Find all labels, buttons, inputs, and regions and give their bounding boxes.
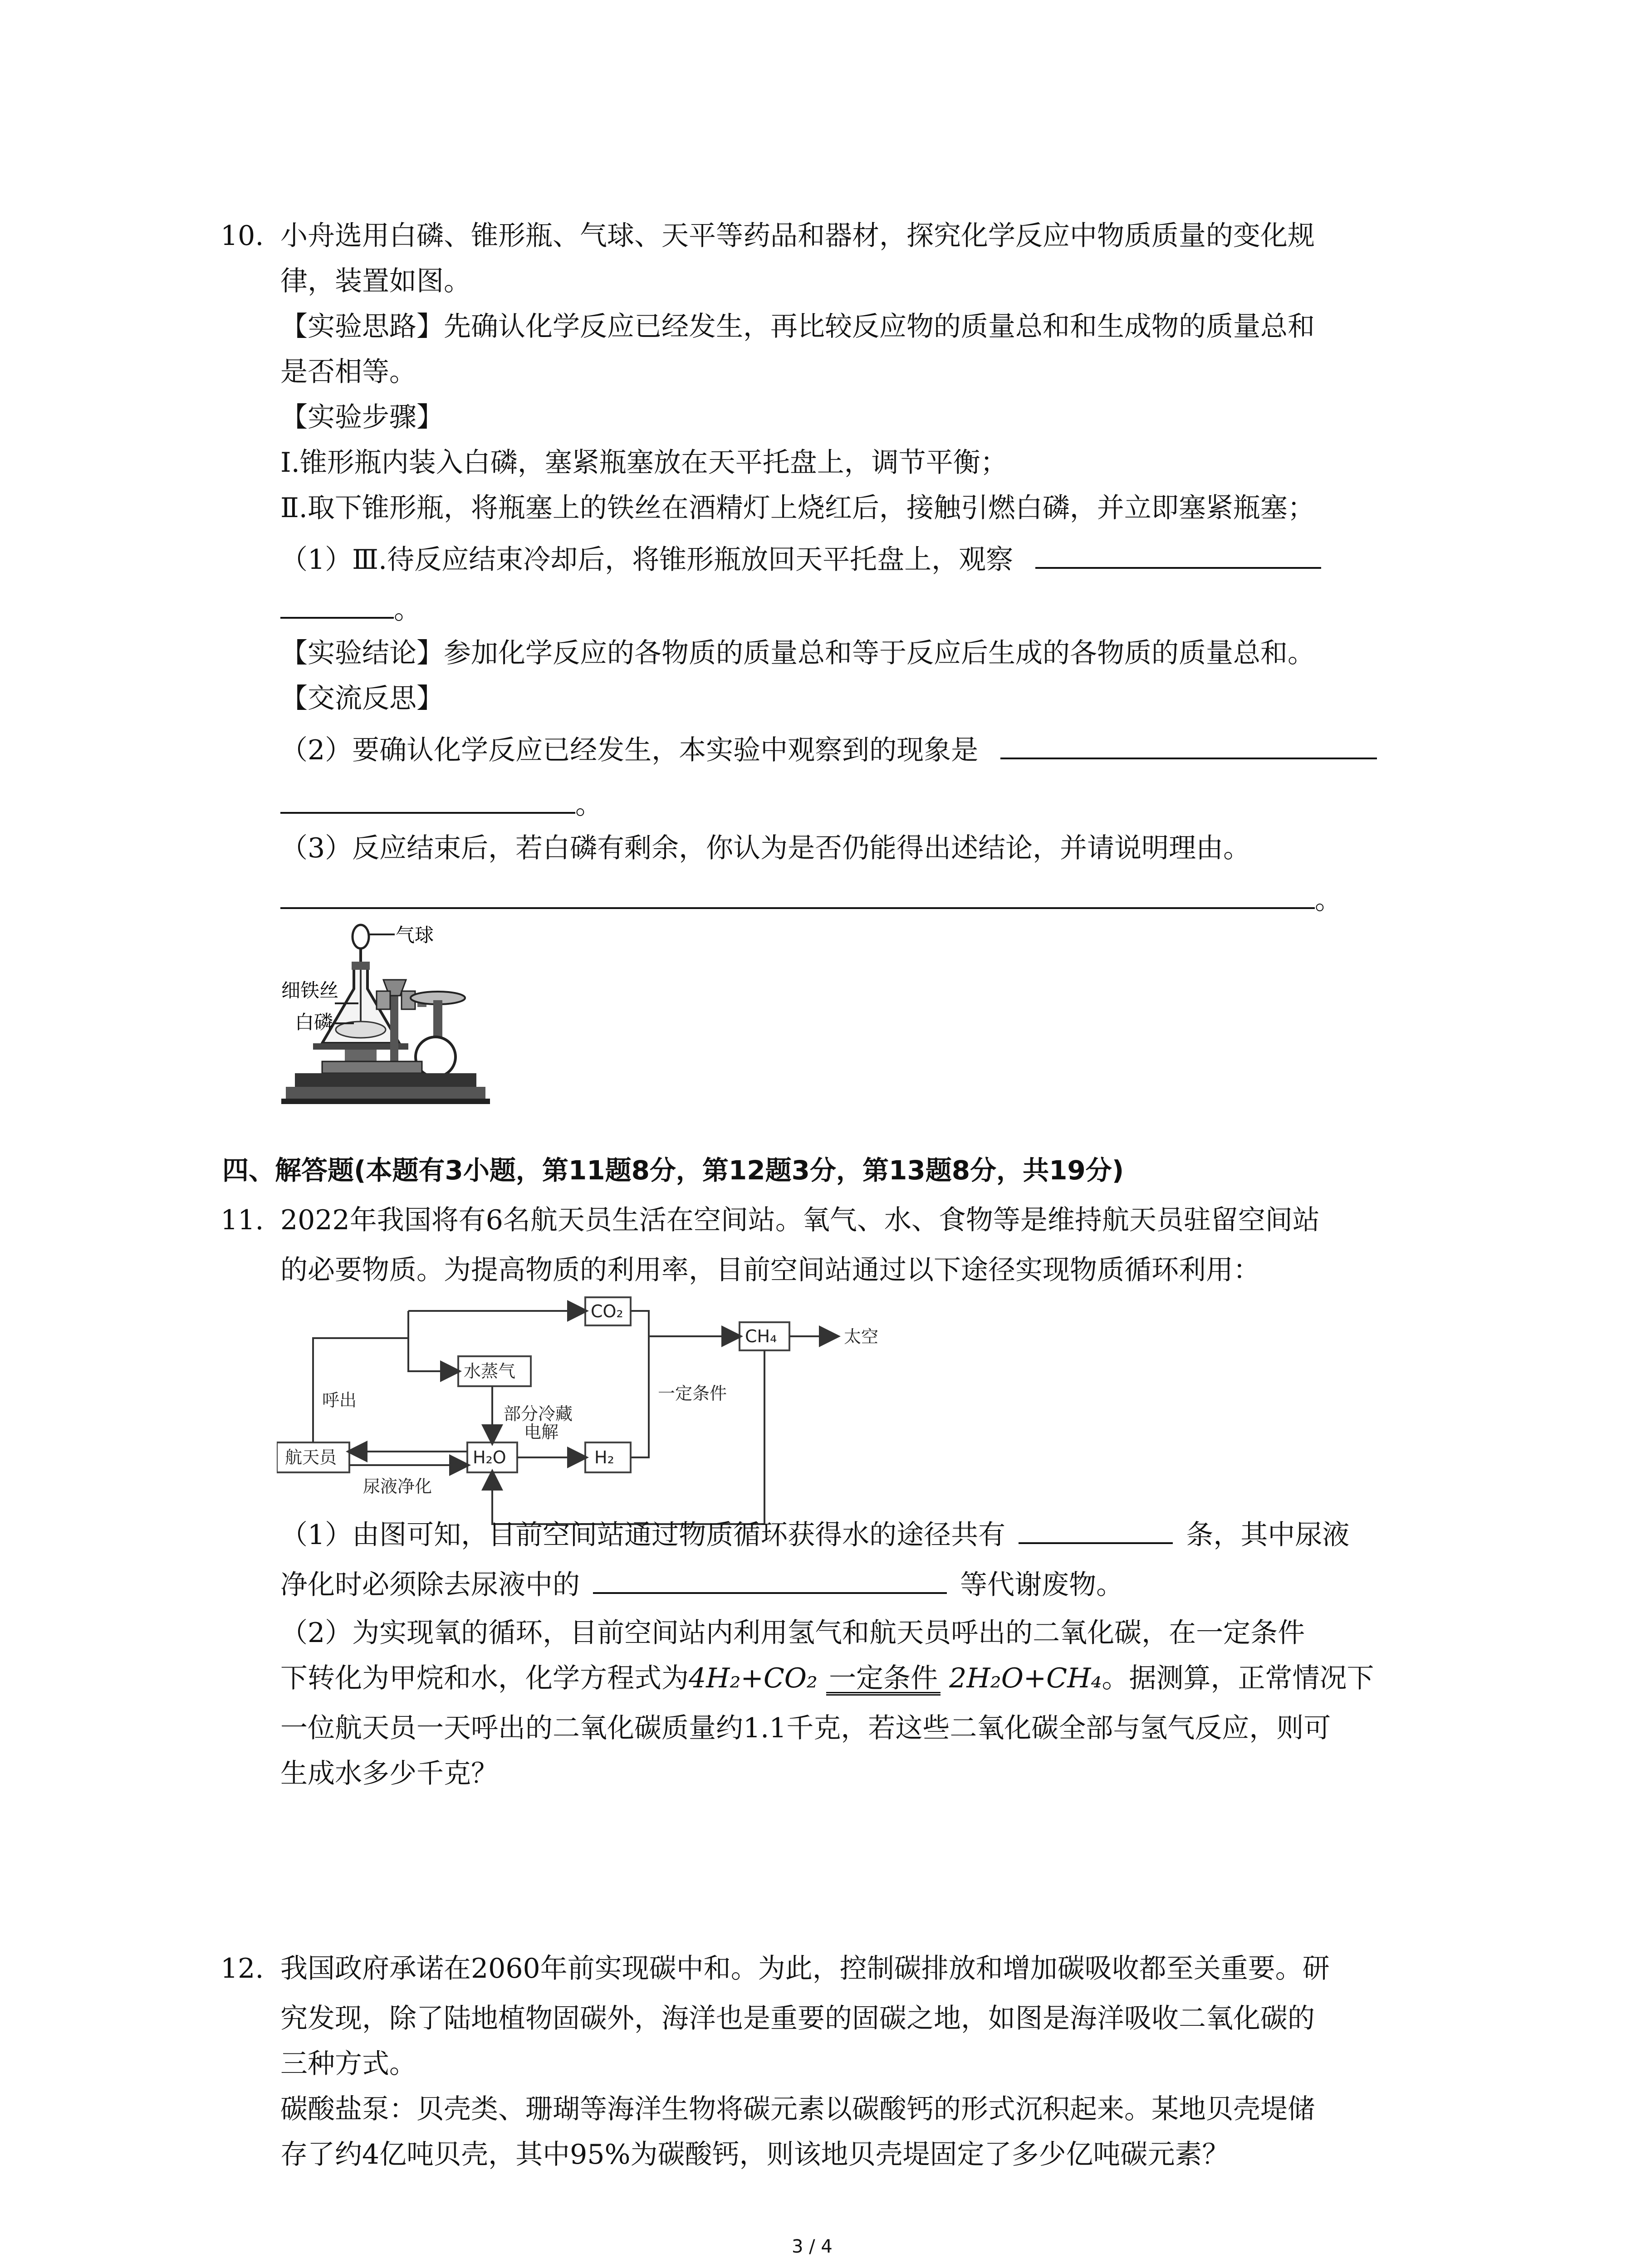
q10-sub2-cont — [280, 785, 603, 823]
equation-left: 4H₂+CO₂ — [689, 1662, 818, 1694]
q11-sub1-text-b: 条，其中尿液 — [1186, 1519, 1350, 1551]
label-phosphorus: 白磷 — [295, 1011, 333, 1033]
q10-sub3: （3）反应结束后，若白磷有剩余，你认为是否仍能得出述结论，并请说明理由。 — [280, 832, 1251, 864]
text-urine: 尿液净化 — [363, 1476, 432, 1496]
q11-sub2-line1: （2）为实现氧的循环，目前空间站内利用氢气和航天员呼出的二氧化碳，在一定条件 — [280, 1617, 1305, 1649]
q10-reflect-title: 【交流反思】 — [280, 683, 444, 714]
q11-sub1 — [280, 1515, 1349, 1553]
q10-sub3-period: 。 — [1315, 884, 1342, 916]
equation-right: 2H₂O+CH₄ — [949, 1662, 1102, 1694]
q11-number: 11. — [220, 1204, 264, 1236]
q11-sub1-answer-blank-waste[interactable] — [593, 1565, 947, 1594]
q11-cycle-diagram — [277, 1288, 975, 1542]
text-electrolysis: 电解 — [524, 1422, 559, 1442]
text-h2o: H₂O — [473, 1447, 506, 1467]
q12-pump-line1: 碳酸盐泵：贝壳类、珊瑚等海洋生物将碳元素以碳酸钙的形式沉积起来。某地贝壳堤储 — [280, 2093, 1315, 2125]
q11-sub1-answer-blank-count[interactable] — [1019, 1515, 1173, 1544]
q10-sub1-answer-blank-a[interactable] — [1035, 540, 1321, 569]
q10-sub2-text: （2）要确认化学反应已经发生，本实验中观察到的现象是 — [280, 734, 979, 766]
q10-sub3-answer-blank[interactable] — [280, 880, 1315, 909]
balloon-icon — [353, 925, 369, 948]
q11-sub2-line4: 生成水多少千克？ — [280, 1758, 498, 1789]
q10-sub1-text: （1）Ⅲ.待反应结束冷却后，将锥形瓶放回天平托盘上，观察 — [280, 544, 1014, 576]
q11-sub1-text-d: 等代谢废物。 — [960, 1569, 1124, 1601]
text-space: 太空 — [844, 1327, 879, 1347]
q10-apparatus-figure — [281, 916, 626, 1107]
q12-intro-line2: 究发现，除了陆地植物固碳外，海洋也是重要的固碳之地，如图是海洋吸收二氧化碳的 — [280, 2003, 1315, 2034]
q10-number: 10. — [220, 220, 264, 252]
q10-step1: Ⅰ.锥形瓶内装入白磷，塞紧瓶塞放在天平托盘上，调节平衡； — [280, 447, 1008, 479]
q11-sub1-cont — [280, 1565, 1123, 1603]
q11-sub2-line3: 一位航天员一天呼出的二氧化碳质量约1.1千克，若这些二氧化碳全部与氢气反应，则可 — [280, 1712, 1331, 1744]
q11-intro-line2: 的必要物质。为提高物质的利用率，目前空间站通过以下途径实现物质循环利用： — [280, 1254, 1260, 1286]
q10-sub1 — [280, 540, 1321, 578]
q10-sub3-cont — [280, 880, 1342, 918]
q12-pump-line2: 存了约4亿吨贝壳，其中95%为碳酸钙，则该地贝壳堤固定了多少亿吨碳元素？ — [280, 2139, 1230, 2170]
q11-intro-line1: 2022年我国将有6名航天员生活在空间站。氧气、水、食物等是维持航天员驻留空间站 — [280, 1204, 1320, 1236]
q10-sub2-period: 。 — [575, 789, 603, 821]
q11-sub1-text-c: 净化时必须除去尿液中的 — [280, 1569, 580, 1601]
section-4-title: 四、解答题(本题有3小题，第11题8分，第12题3分，第13题8分，共19分) — [222, 1155, 1124, 1186]
q10-sub2-answer-blank-a[interactable] — [1000, 730, 1377, 759]
q11-sub2-text-c: 。据测算，正常情况下 — [1102, 1662, 1374, 1694]
text-exhale: 呼出 — [322, 1390, 357, 1410]
page-number: 3 / 4 — [792, 2236, 833, 2257]
q10-sub2 — [280, 730, 1377, 768]
text-ch4: CH₄ — [745, 1326, 777, 1346]
q10-intro-line1: 小舟选用白磷、锥形瓶、气球、天平等药品和器材，探究化学反应中物质质量的变化规 — [280, 220, 1315, 252]
q10-sub2-answer-blank-b[interactable] — [280, 785, 575, 814]
text-astronaut: 航天员 — [285, 1447, 337, 1467]
q11-sub1-text-a: （1）由图可知，目前空间站通过物质循环获得水的途径共有 — [280, 1519, 1006, 1551]
text-partial-cool: 部分冷藏 — [504, 1404, 573, 1424]
q12-intro-line3: 三种方式。 — [280, 2048, 416, 2080]
q10-idea-line1: 【实验思路】先确认化学反应已经发生，再比较反应物的质量总和和生成物的质量总和 — [280, 311, 1315, 342]
text-vapor: 水蒸气 — [464, 1361, 516, 1381]
q10-step2: Ⅱ.取下锥形瓶，将瓶塞上的铁丝在酒精灯上烧红后，接触引燃白磷，并立即塞紧瓶塞； — [280, 492, 1315, 524]
q10-steps-title: 【实验步骤】 — [280, 401, 444, 433]
q11-sub2-line2 — [280, 1660, 1374, 1696]
equation-condition: 一定条件 — [826, 1665, 941, 1696]
q12-number: 12. — [220, 1953, 264, 1984]
q10-idea-line2: 是否相等。 — [280, 356, 416, 388]
q12-intro-line1: 我国政府承诺在2060年前实现碳中和。为此，控制碳排放和增加碳吸收都至关重要。研 — [280, 1953, 1330, 1984]
q11-sub2-text-b: 下转化为甲烷和水，化学方程式为 — [280, 1662, 689, 1694]
text-co2: CO₂ — [591, 1301, 623, 1321]
q10-conclusion: 【实验结论】参加化学反应的各物质的质量总和等于反应后生成的各物质的质量总和。 — [280, 637, 1315, 669]
text-condition: 一定条件 — [658, 1383, 727, 1403]
q10-sub1-cont — [280, 590, 421, 628]
text-h2: H₂ — [594, 1447, 614, 1467]
label-wire: 细铁丝 — [281, 979, 339, 1002]
label-balloon: 气球 — [396, 924, 434, 946]
q10-intro-line2: 律，装置如图。 — [280, 265, 471, 297]
q10-sub1-answer-blank-b[interactable] — [280, 590, 394, 619]
q10-sub1-period: 。 — [394, 594, 421, 626]
